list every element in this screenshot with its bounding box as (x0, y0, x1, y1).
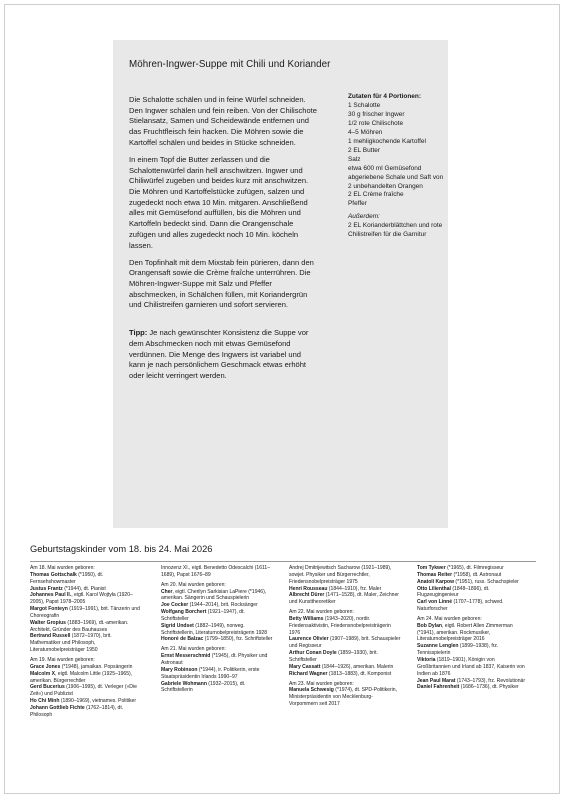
person-detail: , eigtl. Malcolm Little (1925–1965), amerikan. Bürgerrechtler (30, 670, 133, 684)
birthday-day-block (289, 565, 401, 606)
birthday-entry (417, 643, 529, 657)
day-heading: Am 23. Mai wurden geboren: (289, 680, 354, 687)
ingredients-list (348, 102, 444, 209)
person-detail: , eigtl. Robert Allen Zimmerman (*1941), amerikan. Rockmusiker, Literaturnobelpreisträger 2016 (417, 622, 513, 643)
garnish-item: 2 EL Korianderblättchen und rote Chilistreifen für die Garnitur (348, 222, 443, 239)
birthday-column (161, 565, 273, 697)
person-detail: (*1965), dt. Filmregisseur (445, 565, 504, 571)
birthday-day-block (289, 609, 401, 677)
recipe-card (113, 40, 448, 528)
birthday-entry (30, 633, 142, 654)
recipe-method (129, 95, 319, 388)
person-detail: (1883–1969), dt.-amerikan. Architekt, Gründer des Bauhauses (30, 619, 129, 633)
birthday-day-block (161, 582, 273, 644)
method-paragraph: Die Schalotte schälen und in feine Würfel schneiden. Den Ingwer schälen und fein reiben. Von der Chilischote Stielansatz, Samen und Scheidewände entfernen und das Fruchtfleisch fein hacken. Die Möhren sowie die Kartoffel schälen und beides in Stücke schneiden. (129, 95, 317, 147)
person-name: Johann Gottlieb Fichte (30, 704, 85, 711)
person-name: Carl von Linné (417, 599, 453, 606)
person-name: Ho Chi Minh (30, 698, 60, 705)
person-detail: (*1948), jamaikan. Popsängerin (60, 663, 133, 670)
birthday-entry (417, 579, 529, 586)
person-detail: (1819–1901), Königin von Großbritannien und Irland ab 1837, Kaiserin von Indien ab 1876 (417, 656, 525, 677)
person-detail: (1844–1926), amerikan. Malerin (320, 663, 394, 670)
person-name: Arthur Conan Doyle (289, 650, 337, 657)
person-detail: (1799–1850), frz. Schriftsteller (203, 636, 273, 643)
person-detail: (1921–1947), dt. Schriftsteller (161, 609, 245, 622)
person-detail: (1882–1949), norweg. Schriftstellerin, Literaturnobelpreisträgerin 1928 (161, 622, 268, 636)
birthday-entry (417, 565, 529, 572)
day-heading: Am 20. Mai wurden geboren: (161, 581, 226, 588)
person-detail: (1919–1991), brit. Tänzerin und Choreografin (30, 606, 140, 619)
person-name: Walter Gropius (30, 619, 66, 626)
day-heading: Am 22. Mai wurden geboren: (289, 609, 354, 616)
birthday-entry (30, 620, 142, 634)
birthday-entry (417, 599, 529, 613)
person-detail: (1848–1896), dt. Flugzeugingenieur (417, 585, 490, 599)
person-name: Johannes Paul II. (30, 592, 72, 599)
person-name: Daniel Fahrenheit (417, 684, 460, 691)
recipe-tip (129, 328, 319, 382)
birthday-day-block (417, 565, 529, 613)
birthday-entry (30, 592, 142, 606)
person-name: Malcolm X (30, 670, 55, 677)
birthday-column (417, 565, 529, 694)
birthday-entry (289, 650, 401, 664)
birthday-entry (161, 589, 273, 603)
person-detail: (1471–1528), dt. Maler, Zeichner und Kunsttheoretiker (289, 592, 399, 606)
person-name: Justus Frantz (30, 585, 63, 592)
person-name: Laurence Olivier (289, 636, 329, 643)
person-name: Mary Cassatt (289, 663, 321, 670)
person-name: Albrecht Dürer (289, 592, 325, 599)
birthday-entry (417, 572, 529, 579)
birthday-entry (289, 616, 401, 637)
person-detail: (1943–2020), nordir. Friedensaktivistin, Friedensnobelpreisträgerin 1976 (289, 615, 391, 636)
ingredient-item: abgeriebene Schale und Saft von 2 unbehandelten Orangen (348, 173, 444, 190)
person-name: Viktoria (417, 656, 436, 663)
person-name: Jean Paul Marat (417, 677, 456, 684)
birthday-entry (417, 657, 529, 678)
birthday-entry (289, 687, 401, 708)
person-name: Gerd Bucerius (30, 684, 65, 691)
birthday-entry (417, 623, 529, 644)
person-detail: (*1950), dt. Fernsehshowmaster (30, 571, 104, 585)
person-detail: (1859–1930), brit. Schriftsteller (289, 650, 378, 663)
person-name: Otto Lilienthal (417, 585, 451, 592)
birthday-column (289, 565, 401, 711)
birthday-day-block (161, 565, 273, 579)
person-detail: (1890–1969), vietnames. Politiker (59, 698, 137, 705)
section-divider (30, 561, 536, 562)
person-detail: (1707–1778), schwed. Naturforscher (417, 599, 504, 613)
ingredient-item: 30 g frischer Ingwer (348, 110, 405, 118)
birthday-entry (161, 602, 273, 609)
person-name: Manuela Schwesig (289, 687, 334, 694)
person-name: Anatoli Karpow (417, 578, 455, 585)
birthday-entry (289, 671, 401, 678)
birthday-entry (289, 565, 401, 586)
recipe-title: Möhren-Ingwer-Suppe mit Chili und Koriander (129, 59, 331, 70)
ingredient-item: 2 EL Butter (348, 146, 380, 154)
person-name: Margot Fonteyn (30, 606, 68, 613)
person-detail: (*1944), ir. Politikerin, erste Staatspräsidentin Irlands 1990–97 (161, 666, 260, 680)
birthday-day-block (30, 565, 142, 654)
birthdays-title: Geburtstagskinder vom 18. bis 24. Mai 2026 (30, 544, 213, 554)
person-detail: (1762–1814), dt. Philosoph (30, 704, 124, 718)
birthday-entry (30, 572, 142, 586)
person-name: Suzanne Lenglen (417, 643, 459, 650)
tip-label: Tipp: (129, 328, 148, 338)
person-detail: (1872–1970), brit. Mathematiker und Philosoph, Literaturnobelpreisträger 1950 (30, 633, 112, 654)
birthday-entry (30, 664, 142, 671)
birthday-entry (417, 678, 529, 685)
birthday-entry (30, 606, 142, 620)
person-name: Joe Cocker (161, 602, 189, 609)
ingredient-item: Salz (348, 155, 361, 163)
ingredient-item: etwa 600 ml Gemüsefond (348, 164, 422, 172)
person-name: Wolfgang Borchert (161, 609, 207, 616)
person-detail: (*1945), dt. Physiker und Astronaut (161, 653, 268, 666)
day-heading: Am 19. Mai wurden geboren: (30, 656, 95, 663)
person-name: Thomas Reiter (417, 571, 453, 578)
birthday-entry (161, 609, 273, 623)
birthday-entry (30, 705, 142, 719)
person-name: Ernst Messerschmid (161, 653, 211, 660)
person-name: Richard Wagner (289, 670, 328, 677)
ingredient-item: 2 EL Crème fraîche (348, 191, 404, 199)
person-detail: , eigtl. Cherilyn Sarkisian LaPiere (*1946), amerikan. Sängerin und Schauspielerin (161, 588, 267, 602)
birthday-day-block (289, 681, 401, 708)
birthday-day-block (30, 657, 142, 719)
ingredients-panel (348, 93, 444, 240)
birthday-entry (161, 667, 273, 681)
method-paragraph: In einem Topf die Butter zerlassen und die Schalottenwürfel darin hell anschwitzen. Ingwer und Chiliwürfel zugeben und beides kurz mit anschwitzen. Die Möhren und Kartoffelstücke zufügen, salzen und zugedeckt noch etwa 10 Min. mitgaren. Anschließend alles mit Gemüsefond auffüllen, bis die Möhren und Kartoffeln bedeckt sind. Dann die Orangenschale zufügen und alles zugedeckt noch 10 Min. köcheln lassen. (129, 154, 309, 250)
birthday-entry (161, 565, 273, 579)
birthday-entry (289, 586, 401, 593)
person-name: Gabriele Wohmann (161, 680, 207, 687)
person-name: Henri Rousseau (289, 585, 328, 592)
person-detail: (*1951), russ. Schachspieler (454, 578, 519, 585)
birthday-day-block (417, 616, 529, 691)
person-name: Betty Williams (289, 615, 324, 622)
person-detail: (1813–1883), dt. Komponist (327, 670, 392, 677)
person-name: Tom Tykwer (417, 565, 446, 571)
ingredients-heading: Zutaten für 4 Portionen: (348, 93, 421, 100)
person-name: Bob Dylan (417, 622, 442, 629)
ingredient-item: Pfeffer (348, 200, 367, 208)
day-heading: Am 18. Mai wurden geboren: (30, 565, 95, 571)
ingredient-item: 1 mehligkochende Kartoffel (348, 137, 426, 145)
extras-list (348, 222, 444, 240)
person-detail: (1906–1995), dt. Verleger (»Die Zeit«) und Publizist (30, 684, 137, 698)
day-heading: Am 21. Mai wurden geboren: (161, 646, 226, 653)
person-detail: (1944–2014), brit. Rocksänger (188, 602, 258, 609)
ingredient-item: 1 Schalotte (348, 101, 381, 109)
person-name: Bertrand Russell (30, 633, 71, 640)
person-detail: (*1958), dt. Astronaut (452, 571, 502, 578)
birthday-entry (161, 653, 273, 667)
birthday-day-block (161, 646, 273, 694)
person-detail: Andrej Dmitrijewitsch Sacharow (1921–1989), sowjet. Physiker und Bürgerrechtler, Friedensnobelpreisträger 1975 (289, 565, 392, 585)
person-detail: (1743–1793), frz. Revolutionär (455, 677, 526, 684)
ingredient-item: 4–5 Möhren (348, 128, 383, 136)
person-detail: (1899–1938), frz. Tennisspielerin (417, 643, 499, 657)
tip-text: Je nach gewünschter Konsistenz die Suppe vor dem Abschmecken noch mit etwas Gemüsefond verdünnen. Die Menge des Ingwers ist variabel und kann je nach persönlichem Geschmack etwas erhöht oder leicht verringert werden. (129, 328, 309, 380)
birthday-entry (161, 623, 273, 637)
method-paragraph: Den Topfinhalt mit dem Mixstab fein pürieren, dann den Orangensaft sowie die Crème fraîche unterrühren. Die Möhren-Ingwer-Suppe mit Salz und Pfeffer abschmecken, in Schälchen füllen, mit Koriandergrün und Chilistreifen garnieren und sofort servieren. (129, 257, 314, 310)
birthday-entry (289, 636, 401, 650)
birthday-entry (30, 698, 142, 705)
birthday-entry (289, 664, 401, 671)
birthday-entry (30, 671, 142, 685)
birthday-entry (289, 592, 401, 606)
person-detail: (1686–1736), dt. Physiker (459, 684, 519, 691)
birthday-column (30, 565, 142, 722)
person-detail: (1932–2015), dt. Schriftstellerin (161, 680, 246, 694)
person-name: Sigrid Undset (161, 622, 194, 629)
birthday-entry (30, 586, 142, 593)
birthday-entry (417, 684, 529, 691)
ingredient-item: 1/2 rote Chilischote (348, 119, 404, 127)
day-heading: Am 24. Mai wurden geboren: (417, 615, 482, 622)
person-detail: , eigtl. Karol Wojtyła (1920–2005), Papst 1978–2005 (30, 592, 133, 606)
birthday-entry (417, 586, 529, 600)
person-detail: Innozenz XI., eigtl. Benedetto Odescalchi (1611–1689), Papst 1676–89 (161, 565, 271, 578)
birthday-entry (30, 684, 142, 698)
birthday-entry (161, 636, 273, 643)
birthday-entry (161, 681, 273, 695)
person-detail: (1844–1910), frz. Maler (327, 585, 382, 592)
person-name: Honoré de Balzac (161, 636, 204, 643)
person-name: Grace Jones (30, 663, 61, 670)
person-detail: (1907–1989), brit. Schauspieler und Regisseur (289, 636, 401, 650)
person-name: Cher (161, 588, 173, 595)
person-name: Thomas Gottschalk (30, 571, 77, 578)
extras-heading: Außerdem: (348, 213, 380, 221)
person-detail: (*1974), dt. SPD-Politikerin, Ministerpräsidentin von Mecklenburg-Vorpommern seit 2017 (289, 687, 397, 708)
person-detail: (*1944), dt. Pianist (62, 585, 106, 592)
person-name: Mary Robinson (161, 666, 198, 673)
